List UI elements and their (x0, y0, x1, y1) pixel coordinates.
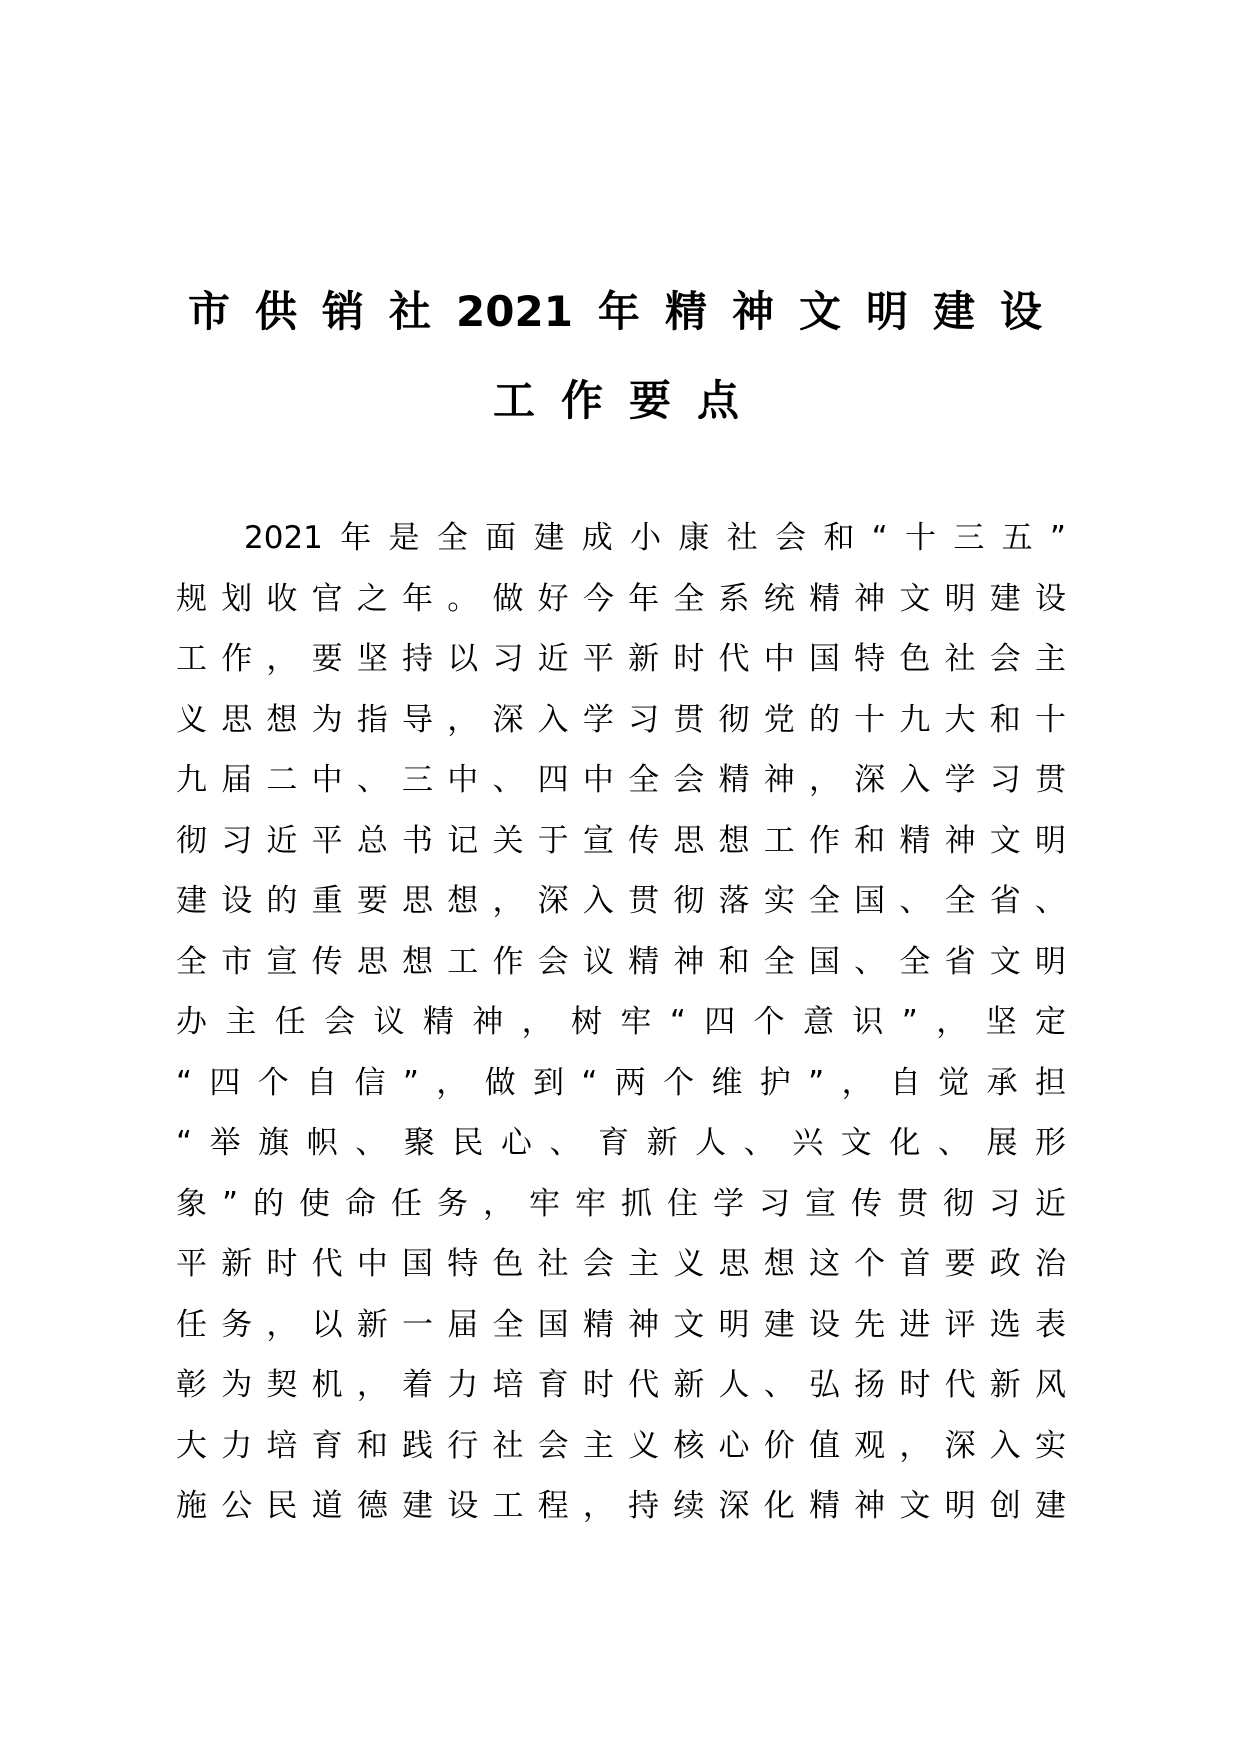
paragraph-line: 2021年是全面建成小康社会和“十三五” (244, 520, 1066, 556)
paragraph-line: 规划收官之年。做好今年全系统精神文明建设 (176, 580, 1066, 617)
paragraph-line: 九届二中、三中、四中全会精神，深入学习贯 (176, 762, 1066, 798)
paragraph-line: 彰为契机，着力培育时代新人、弘扬时代新风 (176, 1367, 1066, 1403)
paragraph-line: 义思想为指导，深入学习贯彻党的十九大和十 (176, 701, 1066, 738)
paragraph-line: 全市宣传思想工作会议精神和全国、全省文明 (176, 943, 1066, 980)
paragraph-line: “举旗帜、聚民心、育新人、兴文化、展形 (176, 1125, 1066, 1161)
paragraph-line: 建设的重要思想，深入贯彻落实全国、全省、 (176, 883, 1066, 919)
paragraph-line: “四个自信”，做到“两个维护”，自觉承担 (176, 1064, 1066, 1101)
paragraph-line: 工作，要坚持以习近平新时代中国特色社会主 (176, 641, 1066, 677)
paragraph-line: 平新时代中国特色社会主义思想这个首要政治 (176, 1246, 1066, 1282)
document-title-line-1: 市供销社2021年精神文明建设 (188, 287, 1042, 336)
paragraph-line: 任务，以新一届全国精神文明建设先进评选表 (176, 1306, 1066, 1343)
document-title-line-2: 工作要点 (493, 376, 739, 425)
paragraph-line: 彻习近平总书记关于宣传思想工作和精神文明 (176, 822, 1066, 859)
paragraph-line: 施公民道德建设工程，持续深化精神文明创建 (176, 1488, 1066, 1524)
paragraph-line: 象”的使命任务，牢牢抓住学习宣传贯彻习近 (176, 1185, 1066, 1222)
paragraph-line: 办主任会议精神，树牢“四个意识”，坚定 (176, 1004, 1066, 1040)
paragraph-line: 大力培育和践行社会主义核心价值观，深入实 (176, 1427, 1066, 1464)
